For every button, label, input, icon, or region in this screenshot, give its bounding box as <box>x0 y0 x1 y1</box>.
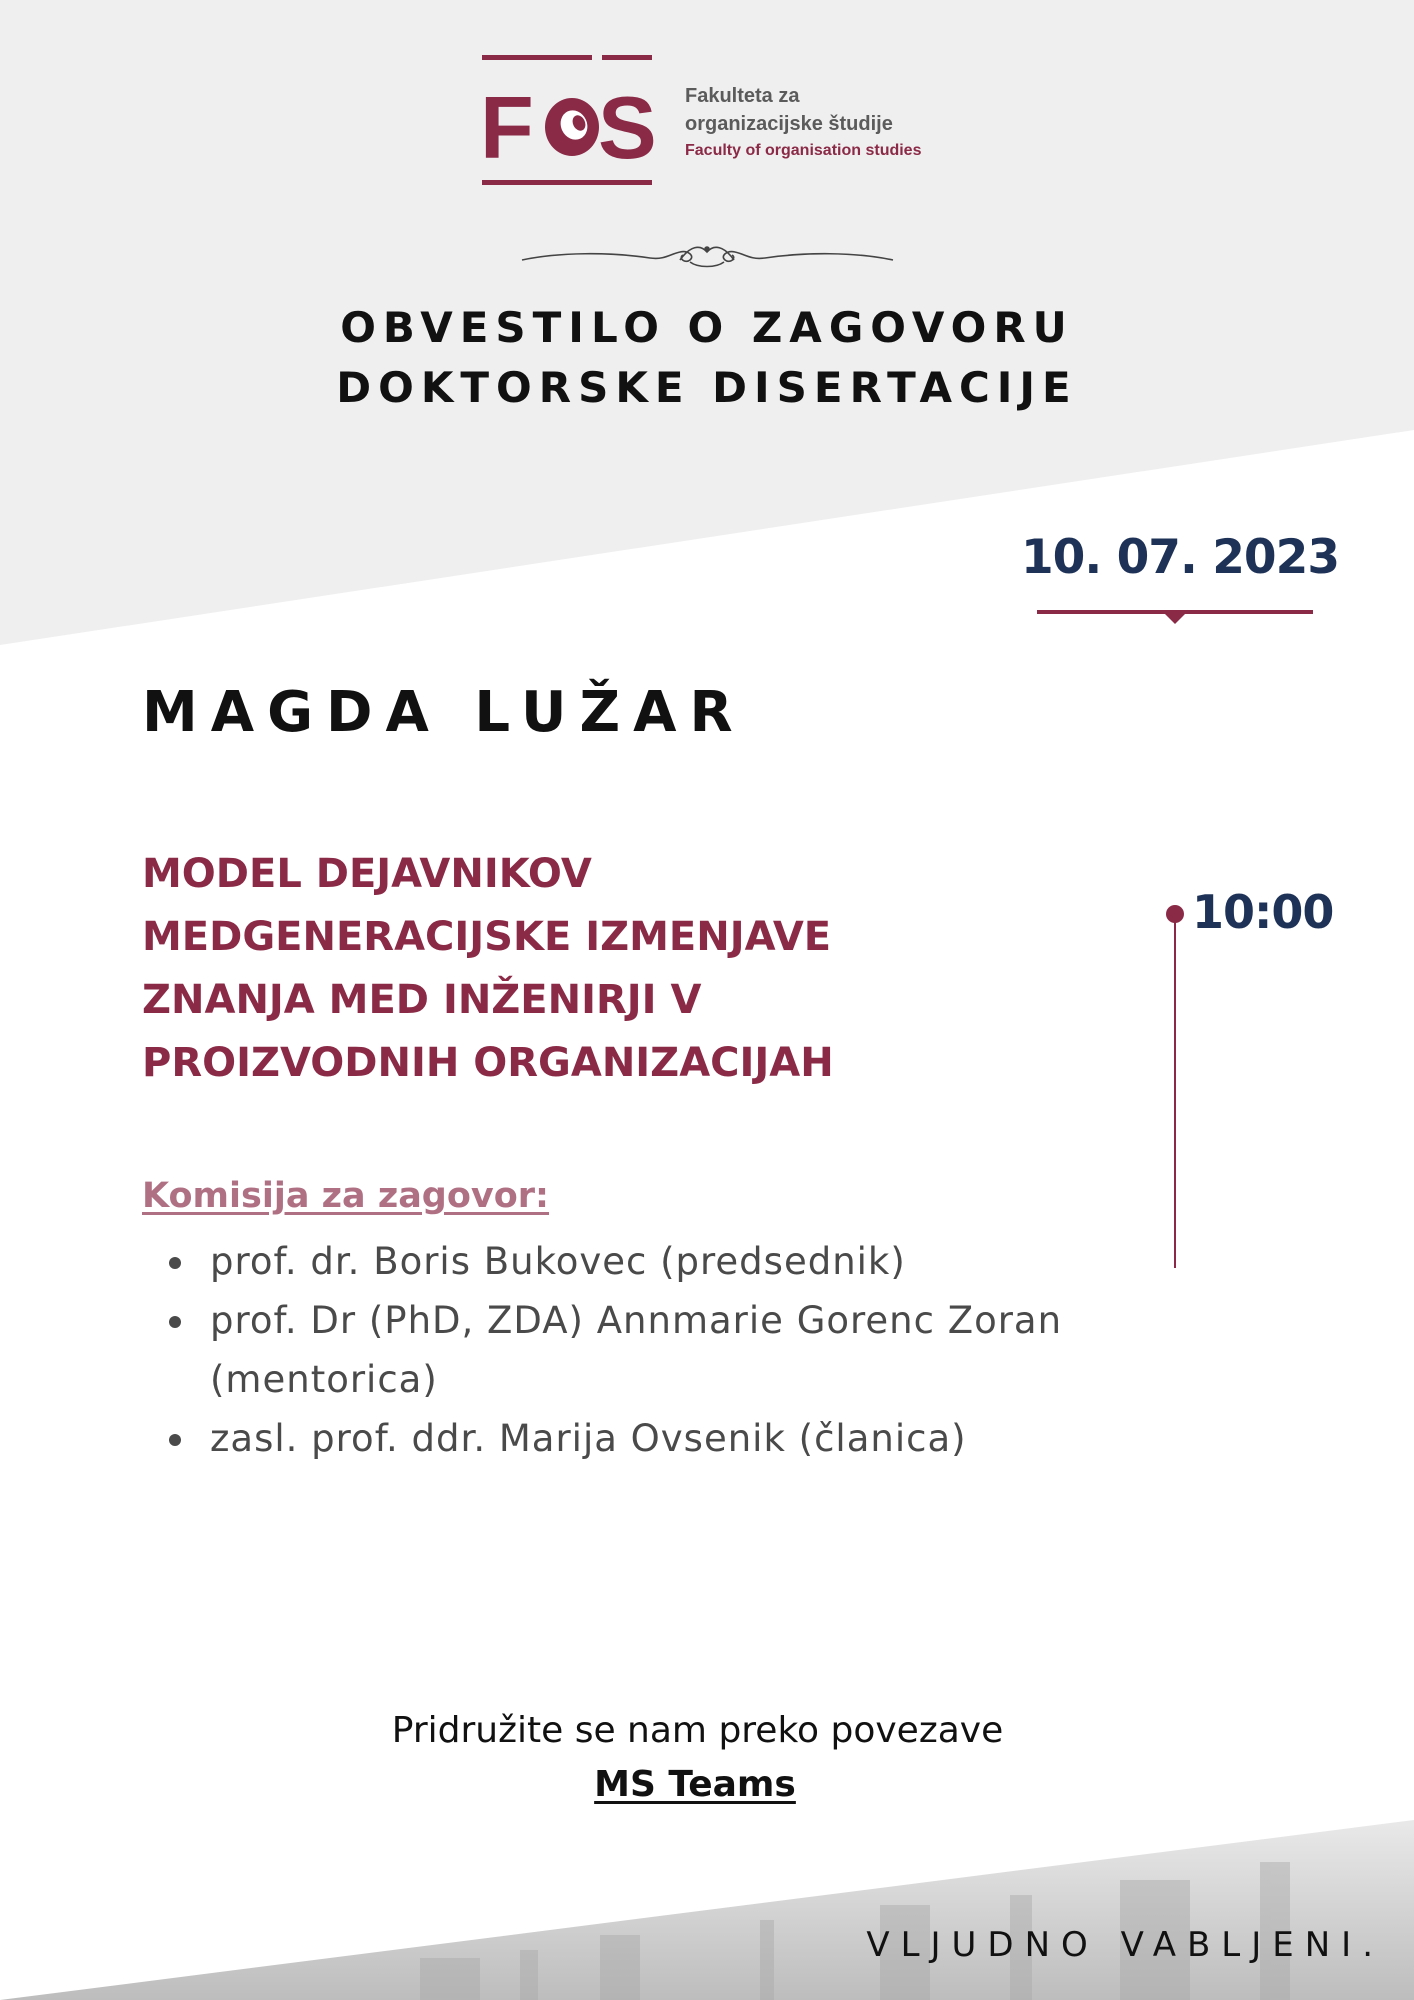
bullet-icon <box>169 1316 181 1328</box>
thesis-title-line: MEDGENERACIJSKE IZMENJAVE <box>142 914 832 960</box>
candidate-name: MAGDA LUŽAR <box>142 680 746 745</box>
committee-member <box>210 1409 1150 1468</box>
event-date: 10. 07. 2023 <box>1020 530 1340 585</box>
thesis-title <box>142 843 1042 1095</box>
join-text: Pridružite se nam preko povezave <box>391 1710 1004 1751</box>
committee-label: Komisija za zagovor: <box>142 1176 550 1216</box>
member-name: prof. dr. Boris Bukovec (predsednik) <box>210 1240 906 1283</box>
member-name: zasl. prof. ddr. Marija Ovsenik (članica) <box>210 1417 967 1460</box>
svg-text:S: S <box>598 78 657 177</box>
committee-list <box>210 1232 1150 1468</box>
bottom-photo-band <box>0 1820 1414 2000</box>
committee-member <box>210 1232 1150 1291</box>
logo-text <box>685 82 921 164</box>
event-time: 10:00 <box>1192 885 1334 939</box>
logo-line-2: organizacijske študije <box>685 113 893 135</box>
thesis-title-line: MODEL DEJAVNIKOV <box>142 851 592 897</box>
timeline-line <box>1165 902 1185 1268</box>
bullet-icon <box>169 1257 181 1269</box>
logo-line-1: Fakulteta za <box>685 85 800 107</box>
member-name: prof. Dr (PhD, ZDA) Annmarie Gorenc Zoran (mentorica) <box>210 1299 1063 1401</box>
thesis-title-line: PROIZVODNIH ORGANIZACIJAH <box>142 1040 834 1086</box>
logo-line-3: Faculty of organisation studies <box>685 142 922 159</box>
page-title <box>0 298 1414 418</box>
title-line-1: OBVESTILO O ZAGOVORU <box>340 303 1074 352</box>
date-underline <box>1037 607 1313 631</box>
thesis-title-line: ZNANJA MED INŽENIRJI V <box>142 977 702 1023</box>
ms-teams-link[interactable]: MS Teams <box>594 1764 796 1805</box>
committee-member <box>210 1291 1150 1409</box>
svg-text:F: F <box>480 78 534 177</box>
title-line-2: DOKTORSKE DISERTACIJE <box>336 363 1078 412</box>
ornament-divider <box>520 240 895 272</box>
invitation-footer: VLJUDNO VABLJENI. <box>866 1925 1384 1965</box>
bullet-icon <box>169 1434 181 1446</box>
